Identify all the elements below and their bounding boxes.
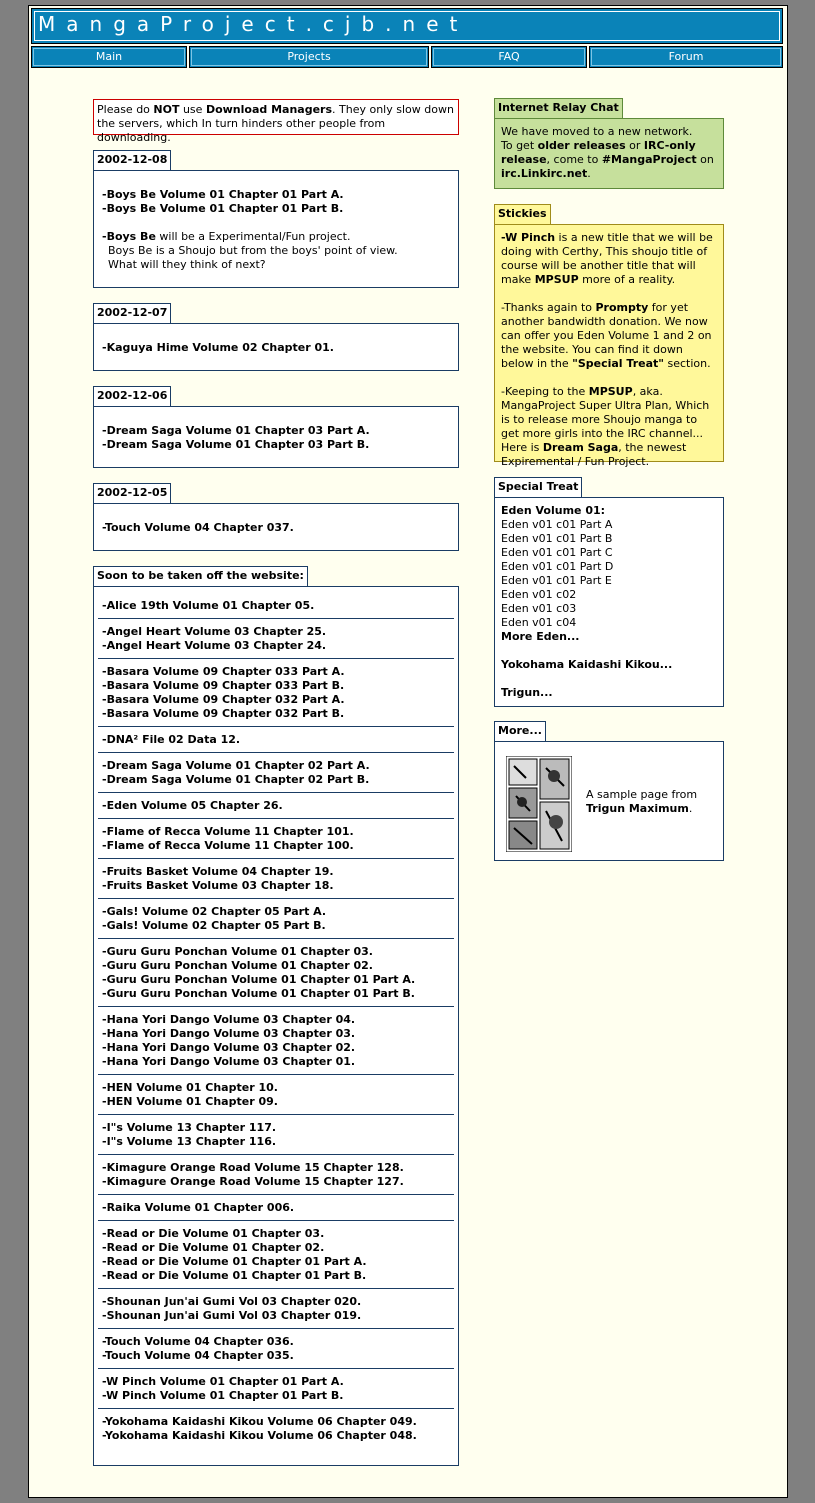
soon-group [98, 819, 454, 859]
soon-item[interactable]: -Shounan Jun'ai Gumi Vol 03 Chapter 020. [102, 1295, 362, 1308]
eden-link[interactable]: Eden v01 c01 Part A [501, 518, 613, 531]
soon-item[interactable]: -Kimagure Orange Road Volume 15 Chapter 127. [102, 1175, 404, 1188]
site-banner [31, 8, 783, 44]
eden-link[interactable]: Eden v01 c01 Part E [501, 574, 612, 587]
soon-item[interactable]: -Flame of Recca Volume 11 Chapter 100. [102, 839, 354, 852]
soon-item[interactable]: -Touch Volume 04 Chapter 035. [102, 1349, 294, 1362]
news-box [93, 406, 459, 468]
news-date-tab: 2002-12-07 [93, 303, 171, 323]
more-eden-link[interactable]: More Eden... [501, 630, 580, 643]
news-date-tab: 2002-12-06 [93, 386, 171, 406]
soon-item[interactable]: -Hana Yori Dango Volume 03 Chapter 01. [102, 1055, 356, 1068]
stickies-tab: Stickies [494, 204, 551, 224]
download-manager-notice: Please do NOT use Download Managers. They only slow down the servers, which In turn hinders other people from downloading. [93, 99, 459, 135]
soon-item[interactable]: -Fruits Basket Volume 03 Chapter 18. [102, 879, 334, 892]
news-item[interactable]: -Kaguya Hime Volume 02 Chapter 01. [102, 341, 334, 354]
news-note: Boys Be is a Shoujo but from the boys' point of view. [108, 244, 398, 257]
soon-group [98, 753, 454, 793]
page [28, 5, 788, 1498]
soon-item[interactable]: -Basara Volume 09 Chapter 033 Part B. [102, 679, 345, 692]
soon-item[interactable]: -Read or Die Volume 01 Chapter 03. [102, 1227, 325, 1240]
soon-group [98, 1155, 454, 1195]
irc-text: We have moved to a new network. [501, 125, 693, 138]
soon-item[interactable]: -Angel Heart Volume 03 Chapter 24. [102, 639, 327, 652]
news-item[interactable]: -Dream Saga Volume 01 Chapter 03 Part B. [102, 438, 370, 451]
irc-box [494, 118, 724, 189]
soon-item[interactable]: -W Pinch Volume 01 Chapter 01 Part A. [102, 1375, 344, 1388]
nav-faq[interactable]: FAQ [431, 46, 587, 68]
site-logo[interactable]: MangaProject.cjb.net [38, 12, 469, 36]
news-note: What will they think of next? [108, 258, 266, 271]
soon-item[interactable]: -Gals! Volume 02 Chapter 05 Part A. [102, 905, 327, 918]
news-item[interactable]: -Dream Saga Volume 01 Chapter 03 Part A. [102, 424, 370, 437]
eden-link[interactable]: Eden v01 c04 [501, 616, 577, 629]
special-treat-tab: Special Treat [494, 477, 582, 497]
sticky-note: -Keeping to the MPSUP, aka. MangaProject Super Ultra Plan, Which is to release more Shoujo manga to get more girls into the IRC channel... Here is Dream Saga, the newest Expiremental / Fun Project. [501, 385, 710, 468]
news-note: -Boys Be will be a Experimental/Fun project. [102, 230, 351, 243]
soon-item[interactable]: -Guru Guru Ponchan Volume 01 Chapter 03. [102, 945, 373, 958]
soon-item[interactable]: -Yokohama Kaidashi Kikou Volume 06 Chapter 049. [102, 1415, 417, 1428]
nav-main[interactable]: Main [31, 46, 187, 68]
nav-projects[interactable]: Projects [189, 46, 429, 68]
soon-item[interactable]: -Dream Saga Volume 01 Chapter 02 Part A. [102, 759, 370, 772]
soon-group [98, 1007, 454, 1075]
irc-text: To get older releases or IRC-only release, come to #MangaProject on irc.Linkirc.net. [501, 139, 714, 180]
news-item[interactable]: -Touch Volume 04 Chapter 037. [102, 521, 294, 534]
soon-group [98, 1409, 454, 1448]
news-box [93, 323, 459, 371]
soon-group [98, 939, 454, 1007]
soon-item[interactable]: -Alice 19th Volume 01 Chapter 05. [102, 599, 315, 612]
soon-item[interactable]: -Hana Yori Dango Volume 03 Chapter 02. [102, 1041, 356, 1054]
news-item[interactable]: -Boys Be Volume 01 Chapter 01 Part A. [102, 188, 344, 201]
soon-group [98, 619, 454, 659]
soon-item[interactable]: -Dream Saga Volume 01 Chapter 02 Part B. [102, 773, 370, 786]
soon-item[interactable]: -Guru Guru Ponchan Volume 01 Chapter 02. [102, 959, 373, 972]
more-caption: A sample page from Trigun Maximum. [586, 788, 698, 815]
trigun-link[interactable]: Trigun... [501, 686, 553, 699]
eden-link[interactable]: Eden v01 c01 Part D [501, 560, 614, 573]
soon-item[interactable]: -I"s Volume 13 Chapter 117. [102, 1121, 277, 1134]
soon-item[interactable]: -Basara Volume 09 Chapter 032 Part B. [102, 707, 345, 720]
news-date-tab: 2002-12-08 [93, 150, 171, 170]
soon-item[interactable]: -Kimagure Orange Road Volume 15 Chapter 128. [102, 1161, 404, 1174]
soon-group [98, 793, 454, 819]
nav-forum[interactable]: Forum [589, 46, 783, 68]
news-box [93, 503, 459, 551]
soon-group [98, 727, 454, 753]
eden-link[interactable]: Eden v01 c01 Part C [501, 546, 613, 559]
soon-item[interactable]: -Yokohama Kaidashi Kikou Volume 06 Chapter 048. [102, 1429, 417, 1442]
more-box [494, 741, 724, 861]
soon-item[interactable]: -Hana Yori Dango Volume 03 Chapter 03. [102, 1027, 356, 1040]
soon-group [98, 1289, 454, 1329]
soon-item[interactable]: -I"s Volume 13 Chapter 116. [102, 1135, 277, 1148]
soon-group [98, 1329, 454, 1369]
news-date-tab: 2002-12-05 [93, 483, 171, 503]
soon-item[interactable]: -Fruits Basket Volume 04 Chapter 19. [102, 865, 334, 878]
soon-item[interactable]: -Read or Die Volume 01 Chapter 01 Part B. [102, 1269, 367, 1282]
soon-item[interactable]: -W Pinch Volume 01 Chapter 01 Part B. [102, 1389, 344, 1402]
soon-item[interactable]: -Guru Guru Ponchan Volume 01 Chapter 01 Part A. [102, 973, 416, 986]
soon-group [98, 859, 454, 899]
irc-tab: Internet Relay Chat [494, 98, 623, 118]
sticky-note: -Thanks again to Prompty for yet another bandwidth donation. We now can offer you Eden Volume 1 and 2 on the website. You can find it down below in the "Special Treat" section. [501, 301, 712, 370]
news-item[interactable]: -Boys Be Volume 01 Chapter 01 Part B. [102, 202, 344, 215]
soon-group [98, 659, 454, 727]
soon-box [93, 586, 459, 1466]
more-tab: More... [494, 721, 546, 741]
special-treat-box [494, 497, 724, 707]
soon-item[interactable]: -Gals! Volume 02 Chapter 05 Part B. [102, 919, 326, 932]
eden-link[interactable]: Eden v01 c03 [501, 602, 577, 615]
soon-group [98, 1195, 454, 1221]
eden-heading: Eden Volume 01: [501, 504, 606, 517]
trigun-sample-thumbnail[interactable] [506, 756, 572, 852]
soon-item[interactable]: -HEN Volume 01 Chapter 09. [102, 1095, 278, 1108]
soon-group [98, 1221, 454, 1289]
soon-item[interactable]: -Touch Volume 04 Chapter 036. [102, 1335, 294, 1348]
soon-item[interactable]: -Basara Volume 09 Chapter 033 Part A. [102, 665, 345, 678]
yokohama-link[interactable]: Yokohama Kaidashi Kikou... [501, 658, 673, 671]
soon-group [98, 899, 454, 939]
soon-item[interactable]: -Eden Volume 05 Chapter 26. [102, 799, 283, 812]
soon-item[interactable]: -Shounan Jun'ai Gumi Vol 03 Chapter 019. [102, 1309, 362, 1322]
eden-link[interactable]: Eden v01 c01 Part B [501, 532, 613, 545]
soon-tab: Soon to be taken off the website: [93, 566, 308, 586]
soon-item[interactable]: -Read or Die Volume 01 Chapter 02. [102, 1241, 325, 1254]
soon-item[interactable]: -Hana Yori Dango Volume 03 Chapter 04. [102, 1013, 356, 1026]
eden-link[interactable]: Eden v01 c02 [501, 588, 577, 601]
sticky-note: -W Pinch is a new title that we will be doing with Certhy, This shoujo title of course will be another title that will make MPSUP more of a reality. [501, 231, 713, 286]
soon-group [98, 1075, 454, 1115]
stickies-box [494, 224, 724, 468]
soon-item[interactable]: -HEN Volume 01 Chapter 10. [102, 1081, 278, 1094]
soon-group [98, 1369, 454, 1409]
soon-item[interactable]: -Guru Guru Ponchan Volume 01 Chapter 01 Part B. [102, 987, 415, 1000]
soon-item[interactable]: -DNA² File 02 Data 12. [102, 733, 241, 746]
soon-item[interactable]: -Read or Die Volume 01 Chapter 01 Part A. [102, 1255, 367, 1268]
soon-item[interactable]: -Flame of Recca Volume 11 Chapter 101. [102, 825, 354, 838]
soon-item[interactable]: -Basara Volume 09 Chapter 032 Part A. [102, 693, 345, 706]
soon-item[interactable]: -Angel Heart Volume 03 Chapter 25. [102, 625, 327, 638]
nav-bar [31, 46, 783, 68]
soon-item[interactable]: -Raika Volume 01 Chapter 006. [102, 1201, 295, 1214]
soon-group [98, 1115, 454, 1155]
soon-group [98, 593, 454, 619]
news-box [93, 170, 459, 288]
